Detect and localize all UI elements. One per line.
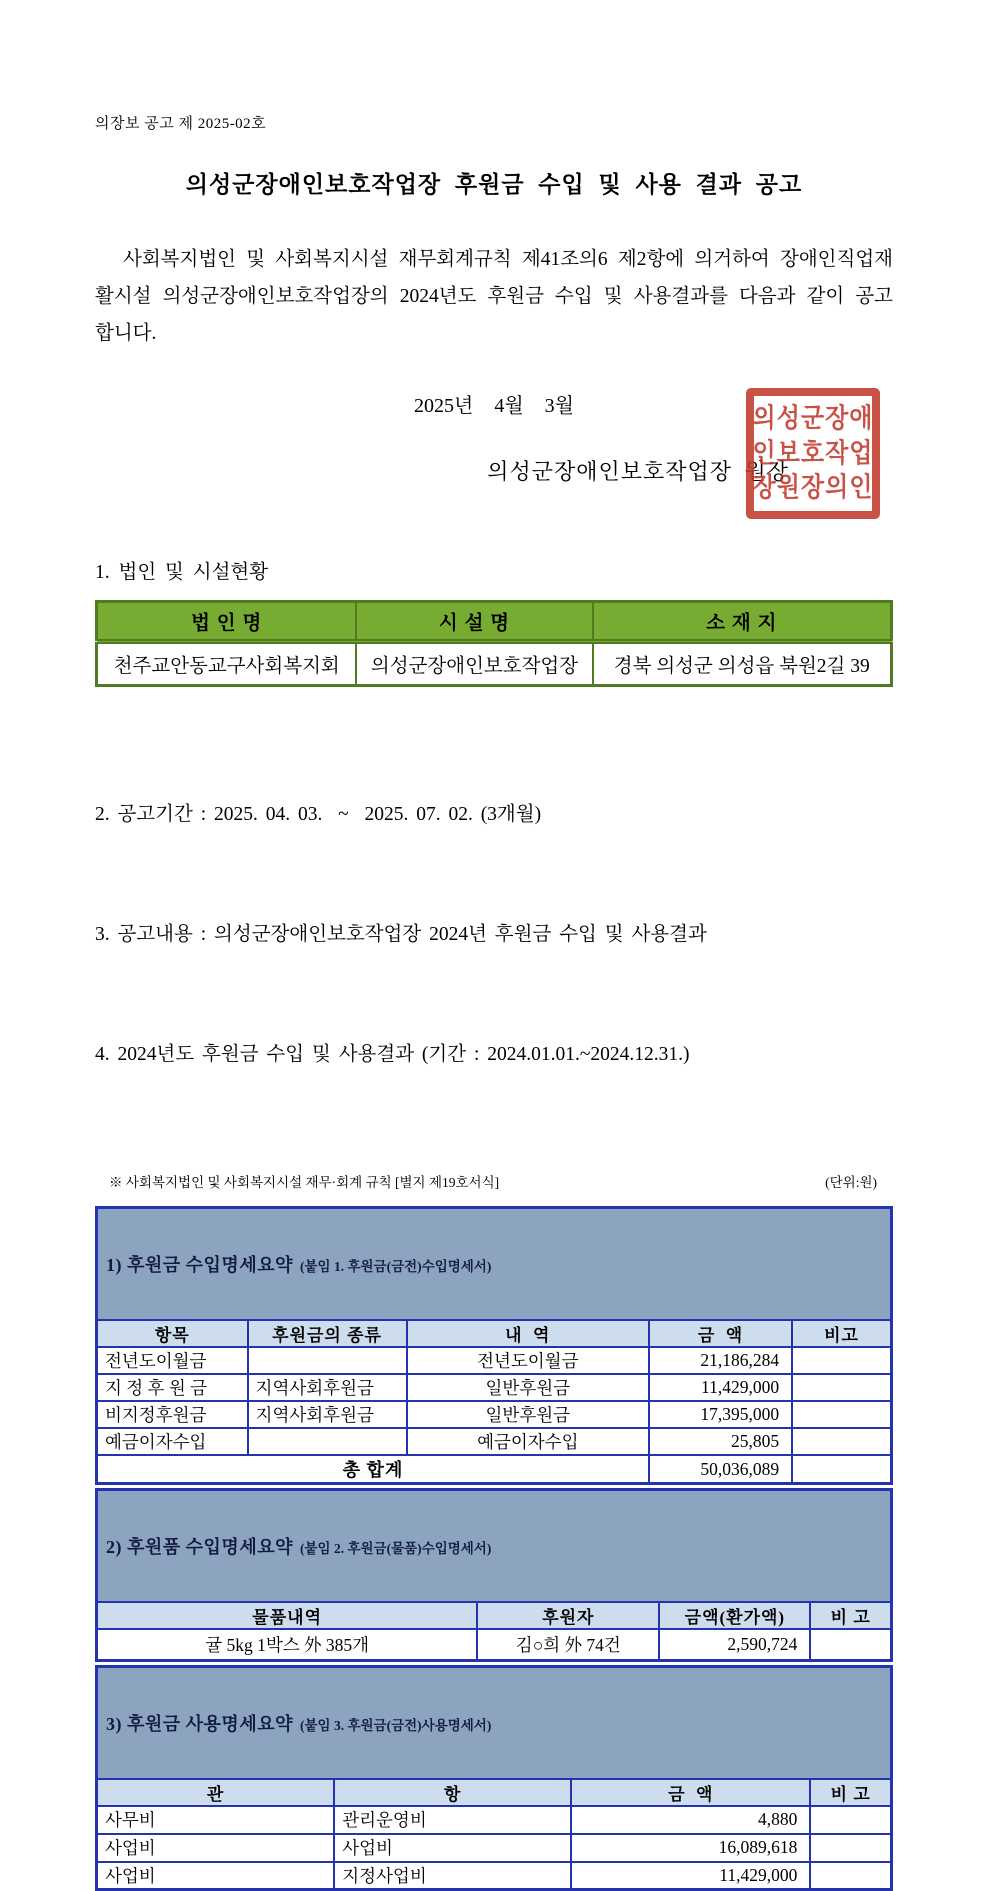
table1-band-row bbox=[97, 1208, 892, 1321]
org-facility-name: 의성군장애인보호작업장 bbox=[356, 642, 592, 686]
table2-band bbox=[97, 1490, 892, 1603]
table3-band-title: 3) 후원금 사용명세요약 bbox=[106, 1710, 293, 1736]
org-location: 경북 의성군 의성읍 북원2길 39 bbox=[593, 642, 892, 686]
t1-r0-detail: 전년도이월금 bbox=[407, 1347, 649, 1374]
t3-r0-remark bbox=[810, 1806, 891, 1834]
table1-header-remark: 비고 bbox=[792, 1320, 891, 1347]
table-row bbox=[97, 1862, 892, 1890]
total-amount: 50,036,089 bbox=[649, 1455, 792, 1484]
total-label: 총 합계 bbox=[97, 1455, 650, 1484]
t2-r0-goods: 귤 5kg 1박스 外 385개 bbox=[97, 1629, 478, 1660]
doc-number: 의장보 공고 제 2025-02호 bbox=[95, 0, 893, 133]
table1-band bbox=[97, 1208, 892, 1321]
t1-r3-detail: 예금이자수입 bbox=[407, 1428, 649, 1455]
table3-header-category: 관 bbox=[97, 1779, 335, 1806]
t3-r0-subcategory: 관리운영비 bbox=[334, 1806, 571, 1834]
table-row bbox=[97, 1374, 892, 1401]
section-1-title: 1. 법인 및 시설현황 bbox=[95, 556, 893, 584]
t3-r2-subcategory: 지정사업비 bbox=[334, 1862, 571, 1890]
total-remark bbox=[792, 1455, 891, 1484]
table1-header-amount: 금 액 bbox=[649, 1320, 792, 1347]
table1-band-sub: (붙임 1. 후원금(금전)수입명세서) bbox=[300, 1255, 491, 1275]
table2-header-amount: 금액(환가액) bbox=[659, 1602, 810, 1629]
table3-band-sub: (붙임 3. 후원금(금전)사용명세서) bbox=[300, 1714, 491, 1734]
table-row bbox=[97, 1401, 892, 1428]
donation-income-table bbox=[95, 1206, 893, 1485]
table1-header-detail: 내 역 bbox=[407, 1320, 649, 1347]
t1-r3-type bbox=[248, 1428, 407, 1455]
org-table-data-row bbox=[97, 642, 892, 686]
t1-r1-remark bbox=[792, 1374, 891, 1401]
seal-text-row: 인보호작업 bbox=[753, 440, 874, 467]
t1-r1-item: 지 정 후 원 금 bbox=[97, 1374, 248, 1401]
table3-header-subcategory: 항 bbox=[334, 1779, 571, 1806]
t3-r1-amount: 16,089,618 bbox=[571, 1834, 810, 1862]
t2-r0-remark bbox=[810, 1629, 891, 1660]
table2-band-title: 2) 후원품 수입명세요약 bbox=[106, 1533, 293, 1559]
t1-r0-type bbox=[248, 1347, 407, 1374]
t1-r2-item: 비지정후원금 bbox=[97, 1401, 248, 1428]
regulation-note: ※ 사회복지법인 및 사회복지시설 재무·회계 규칙 [별지 제19호서식] bbox=[109, 1171, 499, 1191]
t3-r0-category: 사무비 bbox=[97, 1806, 335, 1834]
table-row bbox=[97, 1806, 892, 1834]
table2-header-goods: 물품내역 bbox=[97, 1602, 478, 1629]
t3-r2-category: 사업비 bbox=[97, 1862, 335, 1890]
goods-income-table bbox=[95, 1488, 893, 1662]
table-row bbox=[97, 1834, 892, 1862]
table2-header-remark: 비 고 bbox=[810, 1602, 891, 1629]
section-3-line: 3. 공고내용 : 의성군장애인보호작업장 2024년 후원금 수입 및 사용결과 bbox=[95, 915, 893, 955]
unit-label: (단위:원) bbox=[825, 1171, 877, 1191]
table3-header-amount: 금 액 bbox=[571, 1779, 810, 1806]
donation-usage-table bbox=[95, 1665, 893, 1891]
table1-band-title: 1) 후원금 수입명세요약 bbox=[106, 1251, 293, 1277]
table1-header-row bbox=[97, 1320, 892, 1347]
t1-r1-type: 지역사회후원금 bbox=[248, 1374, 407, 1401]
table1-header-item: 항목 bbox=[97, 1320, 248, 1347]
org-header-corp-name: 법 인 명 bbox=[97, 602, 357, 642]
t1-r0-item: 전년도이월금 bbox=[97, 1347, 248, 1374]
t1-r0-remark bbox=[792, 1347, 891, 1374]
t2-r0-donor: 김○희 外 74건 bbox=[477, 1629, 659, 1660]
table2-band-sub: (붙임 2. 후원금(물품)수입명세서) bbox=[300, 1537, 491, 1557]
t1-r3-amount: 25,805 bbox=[649, 1428, 792, 1455]
table-row bbox=[97, 1347, 892, 1374]
org-header-location: 소 재 지 bbox=[593, 602, 892, 642]
org-corp-name: 천주교안동교구사회복지회 bbox=[97, 642, 357, 686]
announcement-body: 사회복지법인 및 사회복지시설 재무회계규칙 제41조의6 제2항에 의거하여 장애인직업재활시설 의성군장애인보호작업장의 2024년도 후원금 수입 및 사용결과를 다음과 같이 공고합니다. bbox=[95, 241, 893, 352]
note-row bbox=[95, 1171, 893, 1191]
t1-r2-remark bbox=[792, 1401, 891, 1428]
t1-r2-amount: 17,395,000 bbox=[649, 1401, 792, 1428]
signer-title: 의성군장애인보호작업장 원장 bbox=[95, 455, 893, 486]
section-2-line: 2. 공고기간 : 2025. 04. 03. ~ 2025. 07. 02. (3개월) bbox=[95, 795, 893, 835]
table-row bbox=[97, 1428, 892, 1455]
table3-header-row bbox=[97, 1779, 892, 1806]
t3-r1-remark bbox=[810, 1834, 891, 1862]
table2-band-row bbox=[97, 1490, 892, 1603]
t1-r2-detail: 일반후원금 bbox=[407, 1401, 649, 1428]
t1-r1-detail: 일반후원금 bbox=[407, 1374, 649, 1401]
t1-r1-amount: 11,429,000 bbox=[649, 1374, 792, 1401]
section-4-line: 4. 2024년도 후원금 수입 및 사용결과 (기간 : 2024.01.01.~2024.12.31.) bbox=[95, 1035, 893, 1075]
director-seal-stamp bbox=[746, 388, 880, 519]
org-header-facility-name: 시 설 명 bbox=[356, 602, 592, 642]
table2-header-donor: 후원자 bbox=[477, 1602, 659, 1629]
t3-r2-remark bbox=[810, 1862, 891, 1890]
seal-text-row: 의성군장애 bbox=[753, 405, 874, 432]
t3-r1-category: 사업비 bbox=[97, 1834, 335, 1862]
page-title: 의성군장애인보호작업장 후원금 수입 및 사용 결과 공고 bbox=[95, 166, 893, 199]
table1-total-row bbox=[97, 1455, 892, 1484]
table2-header-row bbox=[97, 1602, 892, 1629]
table3-header-remark: 비 고 bbox=[810, 1779, 891, 1806]
table3-band bbox=[97, 1666, 892, 1779]
t1-r0-amount: 21,186,284 bbox=[649, 1347, 792, 1374]
org-table-header-row bbox=[97, 602, 892, 642]
t1-r3-remark bbox=[792, 1428, 891, 1455]
org-info-table bbox=[95, 600, 893, 687]
table3-band-row bbox=[97, 1666, 892, 1779]
t1-r3-item: 예금이자수입 bbox=[97, 1428, 248, 1455]
t3-r2-amount: 11,429,000 bbox=[571, 1862, 810, 1890]
table-row bbox=[97, 1629, 892, 1660]
table1-header-type: 후원금의 종류 bbox=[248, 1320, 407, 1347]
section-list bbox=[95, 715, 893, 1155]
t1-r2-type: 지역사회후원금 bbox=[248, 1401, 407, 1428]
t2-r0-amount: 2,590,724 bbox=[659, 1629, 810, 1660]
t3-r0-amount: 4,880 bbox=[571, 1806, 810, 1834]
seal-text-row: 장원장의인 bbox=[753, 475, 874, 502]
t3-r1-subcategory: 사업비 bbox=[334, 1834, 571, 1862]
announcement-date: 2025년 4월 3월 bbox=[95, 389, 893, 418]
